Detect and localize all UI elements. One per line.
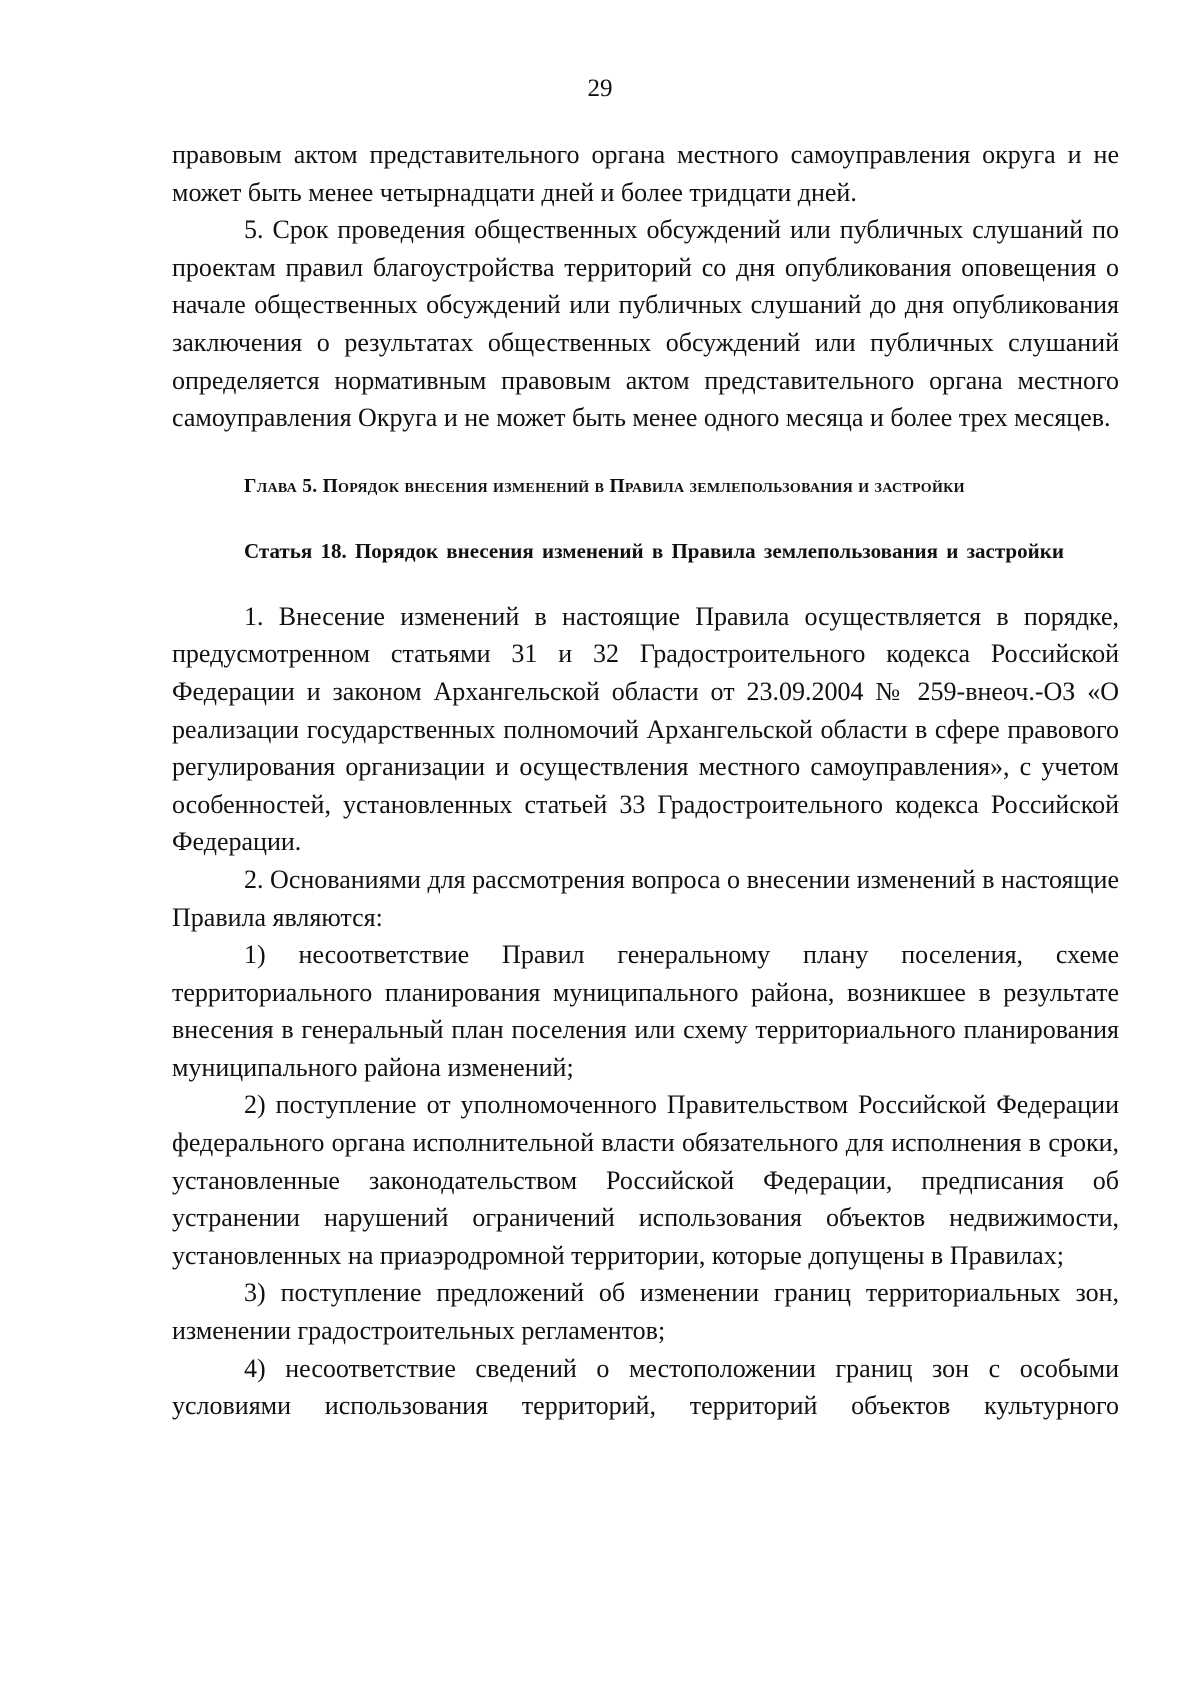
list-item-1: 1) несоответствие Правил генеральному плану поселения, схеме территориального планирования муниципального района, возникшее в результате внесения в генеральный план поселения или схему территориального планирования муниципального района изменений; — [172, 940, 1119, 1082]
article-heading: Статья 18. Порядок внесения изменений в Правила землепользования и застройки — [244, 538, 1064, 563]
paragraph-continuation: правовым актом представительного органа местного самоуправления округа и не может быть менее четырнадцати дней и более тридцати дней. — [172, 140, 1119, 207]
list-item-4: 4) несоответствие сведений о местоположении границ зон с особыми условиями использования территорий, территорий объектов культурного — [172, 1353, 1119, 1421]
paragraph-item-5: 5. Срок проведения общественных обсуждений или публичных слушаний по проектам правил благоустройства территорий со дня опубликования оповещения о начале общественных обсуждений или публичных слушаний до дня опубликования заключения о результатах общественных обсуждений или публичных слушаний определяется нормативным правовым актом представительного органа местного самоуправления Округа и не может быть менее одного месяца и более трех месяцев. — [172, 215, 1119, 433]
list-item-3: 3) поступление предложений об изменении границ территориальных зон, изменении градостроительных регламентов; — [172, 1278, 1119, 1346]
page-number: 29 — [587, 75, 613, 102]
list-item-2: 2) поступление от уполномоченного Правительством Российской Федерации федерального органа исполнительной власти обязательного для исполнения в сроки, установленные законодательством Российской Федерации, предписания об устранении нарушений ограничений использования объектов недвижимости, установленных на приаэродромной территории, которые допущены в Правилах; — [172, 1090, 1119, 1270]
chapter-heading: Глава 5. Порядок внесения изменений в Правила землепользования и застройки — [244, 475, 965, 497]
paragraph-item-2: 2. Основаниями для рассмотрения вопроса о внесении изменений в настоящие Правила являются: — [172, 864, 1119, 932]
document-body — [172, 136, 1119, 1425]
paragraph-item-1: 1. Внесение изменений в настоящие Правила осуществляется в порядке, предусмотренном статьями 31 и 32 Градостроительного кодекса Российской Федерации и законом Архангельской области от 23.09.2004 № 259-внеоч.-ОЗ «О реализации государственных полномочий Архангельской области в сфере правового регулирования организации и осуществления местного самоуправления», с учетом особенностей, установленных статьей 33 Градостроительного кодекса Российской Федерации. — [172, 601, 1119, 857]
